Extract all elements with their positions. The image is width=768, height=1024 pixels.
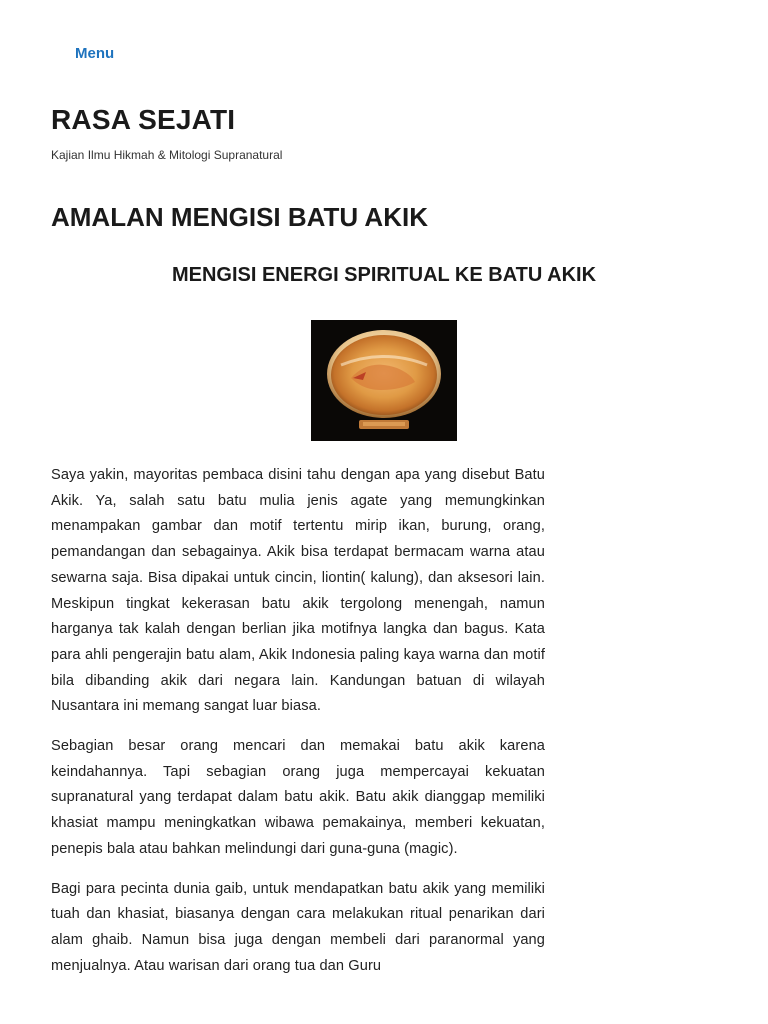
paragraph-3: Bagi para pecinta dunia gaib, untuk mendapatkan batu akik yang memiliki tuah dan khasiat, biasanya dengan cara melakukan ritual penarikan dari alam ghaib. Namun bisa juga dengan membeli dari paranormal yang menjualnya. Atau warisan dari orang tua dan Guru	[51, 880, 545, 974]
paragraph-1: Saya yakin, mayoritas pembaca disini tahu dengan apa yang disebut Batu Akik. Ya, salah satu batu mulia jenis agate yang memungkinkan menampakan gambar dan motif tertentu mirip ikan, burung, orang, pemandangan dan sebagainya. Akik bisa terdapat bermacam warna atau sewarna saja. Bisa dipakai untuk cincin, liontin( kalung), dan aksesori lain. Meskipun tingkat kekerasan batu akik tergolong menengah, namun harganya tak kalah dengan berlian jika motifnya langka dan bagus. Kata para ahli pengerajin batu alam, Akik Indonesia paling kaya warna dan motif bila dibanding akik dari negara lain. Kandungan batuan di wilayah Nusantara ini memang sangat luar biasa.	[51, 467, 545, 715]
post-subtitle: MENGISI ENERGI SPIRITUAL KE BATU AKIK	[171, 264, 597, 286]
menu-button[interactable]: Menu	[75, 45, 115, 62]
paragraph-2: Sebagian besar orang mencari dan memakai batu akik karena keindahannya. Tapi sebagian orang juga mempercayai kekuatan supranatural yang terdapat dalam batu akik. Batu akik dianggap memiliki khasiat mampu meningkatkan wibawa pemakainya, memberi kekuatan, penepis bala atau bahkan melindungi dari guna-guna (magic).	[51, 738, 545, 857]
site-tagline: Kajian Ilmu Hikmah & Mitologi Supranatural	[51, 148, 283, 162]
agate-stone-image	[311, 320, 457, 441]
site-title[interactable]: RASA SEJATI	[51, 104, 236, 135]
post-title: AMALAN MENGISI BATU AKIK	[51, 202, 428, 232]
post-body	[51, 463, 545, 993]
